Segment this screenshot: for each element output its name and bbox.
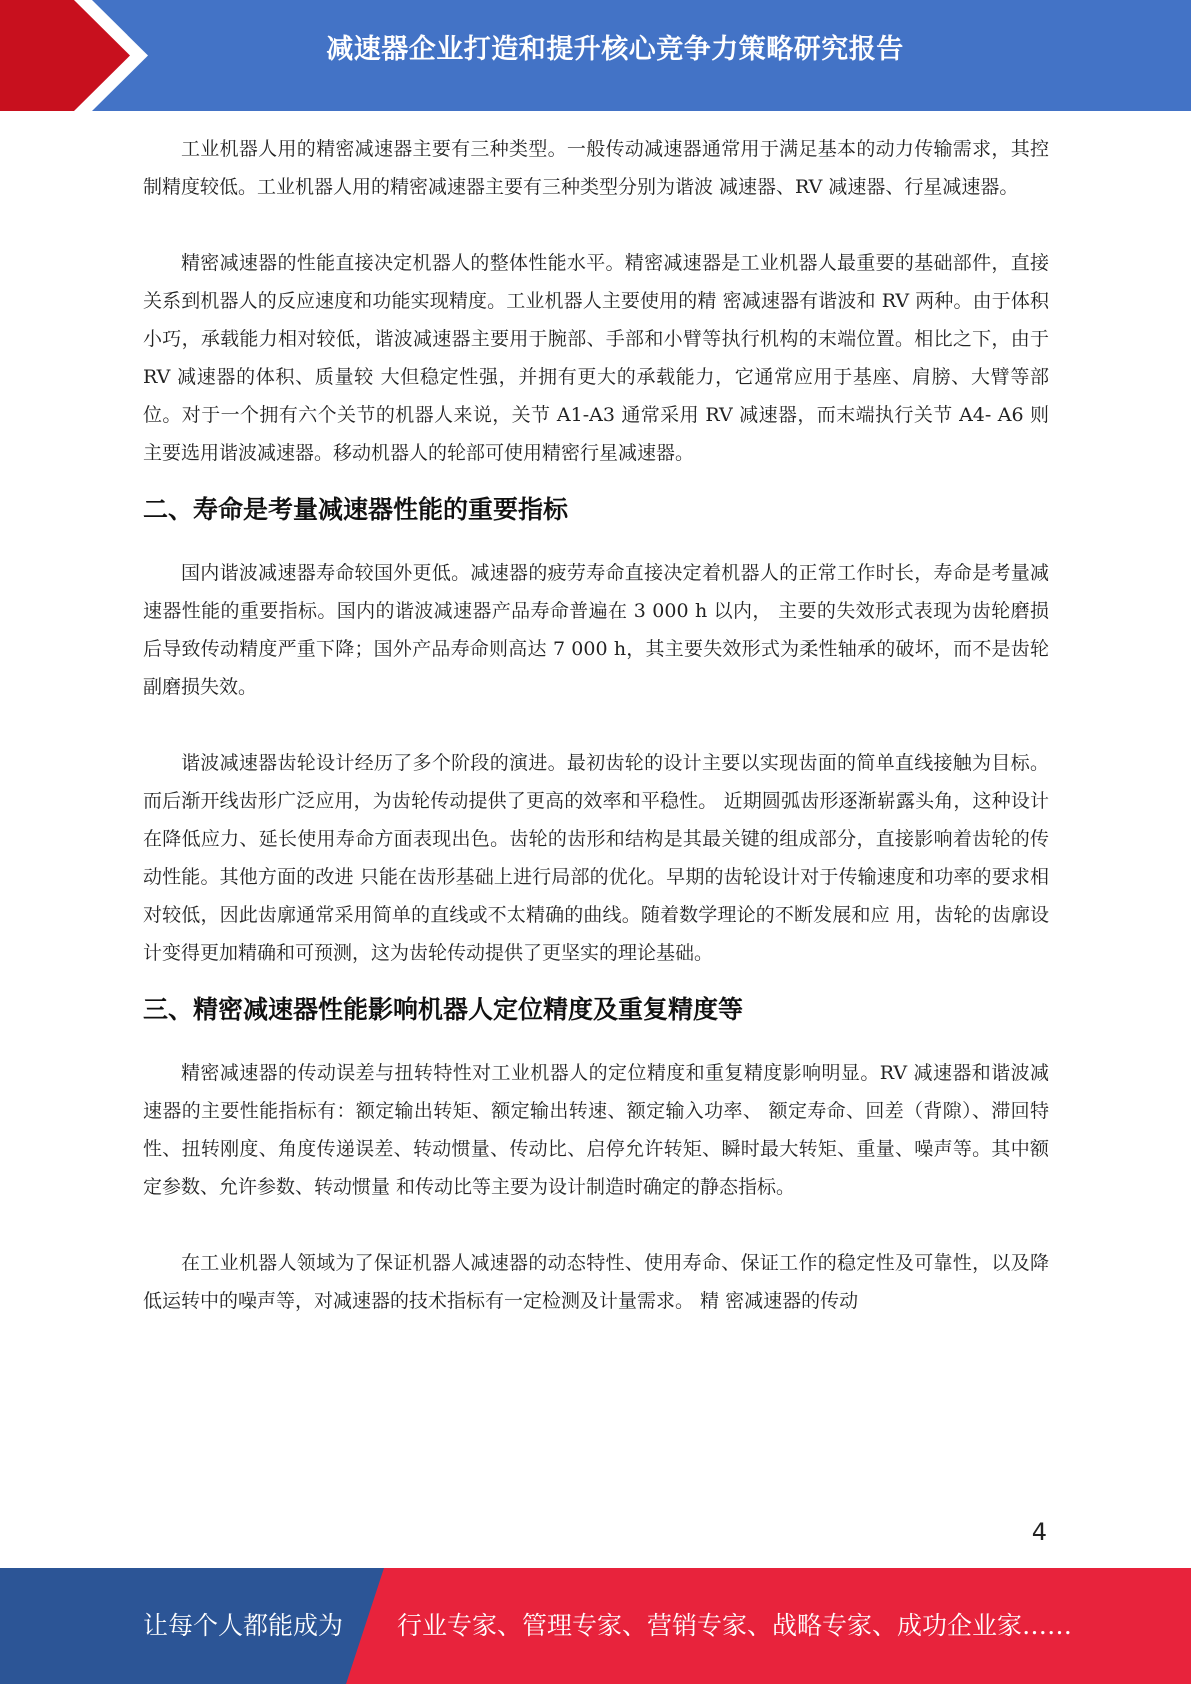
paragraph-intro-1: 工业机器人用的精密减速器主要有三种类型。一般传动减速器通常用于满足基本的动力传输需求，其控制精度较低。工业机器人用的精密减速器主要有三种类型分别为谐波 减速器、RV 减速器、行星减速器。 [143, 138, 1049, 198]
paragraph-section3-2: 在工业机器人领域为了保证机器人减速器的动态特性、使用寿命、保证工作的稳定性及可靠性，以及降低运转中的噪声等，对减速器的技术指标有一定检测及计量需求。 精 密减速器的传动 [143, 1252, 1049, 1312]
paragraph-section2-1: 国内谐波减速器寿命较国外更低。减速器的疲劳寿命直接决定着机器人的正常工作时长，寿命是考量减速器性能的重要指标。国内的谐波减速器产品寿命普遍在 3 000 h 以内， 主要的失效形式表现为齿轮磨损后导致传动精度严重下降；国外产品寿命则高达 7 000 h，其主要失效形式为柔性轴承的破坏，而不是齿轮副磨损失效。 [143, 562, 1049, 698]
report-title: 减速器企业打造和提升核心竞争力策略研究报告 [326, 34, 904, 65]
header-chevron-red [0, 0, 130, 111]
section-heading-2: 二、寿命是考量减速器性能的重要指标 [143, 495, 569, 524]
section-heading-3: 三、精密减速器性能影响机器人定位精度及重复精度等 [143, 995, 744, 1024]
document-body [143, 130, 1049, 1320]
page-number: 4 [1031, 1518, 1047, 1546]
footer-slogan-right: 行业专家、管理专家、营销专家、战略专家、成功企业家…… [397, 1611, 1073, 1640]
paragraph-section3-1: 精密减速器的传动误差与扭转特性对工业机器人的定位精度和重复精度影响明显。RV 减速器和谐波减速器的主要性能指标有：额定输出转矩、额定输出转速、额定输入功率、 额定寿命、回差（背隙）、滞回特性、扭转刚度、角度传递误差、转动惯量、传动比、启停允许转矩、瞬时最大转矩、重量、噪声等。其中额定参数、允许参数、转动惯量 和传动比等主要为设计制造时确定的静态指标。 [143, 1062, 1049, 1198]
paragraph-intro-2: 精密减速器的性能直接决定机器人的整体性能水平。精密减速器是工业机器人最重要的基础部件，直接关系到机器人的反应速度和功能实现精度。工业机器人主要使用的精 密减速器有谐波和 RV 两种。由于体积小巧，承载能力相对较低，谐波减速器主要用于腕部、手部和小臂等执行机构的末端位置。相比之下，由于 RV 减速器的体积、质量较 大但稳定性强，并拥有更大的承载能力，它通常应用于基座、肩膀、大臂等部位。对于一个拥有六个关节的机器人来说，关节 A1-A3 通常采用 RV 减速器，而末端执行关节 A4- A6 则主要选用谐波减速器。移动机器人的轮部可使用精密行星减速器。 [143, 252, 1049, 464]
paragraph-section2-2: 谐波减速器齿轮设计经历了多个阶段的演进。最初齿轮的设计主要以实现齿面的简单直线接触为目标。而后渐开线齿形广泛应用，为齿轮传动提供了更高的效率和平稳性。 近期圆弧齿形逐渐崭露头角，这种设计在降低应力、延长使用寿命方面表现出色。齿轮的齿形和结构是其最关键的组成部分，直接影响着齿轮的传动性能。其他方面的改进 只能在齿形基础上进行局部的优化。早期的齿轮设计对于传输速度和功率的要求相对较低，因此齿廓通常采用简单的直线或不太精确的曲线。随着数学理论的不断发展和应 用，齿轮的齿廓设计变得更加精确和可预测，这为齿轮传动提供了更坚实的理论基础。 [143, 752, 1049, 964]
page-header [0, 0, 1191, 111]
page-footer [0, 1568, 1191, 1684]
footer-slogan-left: 让每个人都能成为 [143, 1611, 344, 1640]
header-chevron-icon [0, 0, 160, 111]
